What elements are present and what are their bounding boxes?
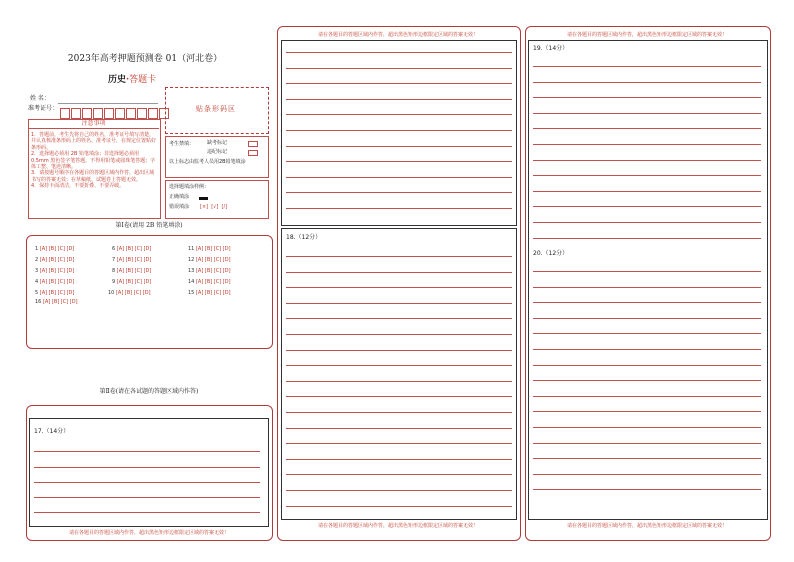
exam-title: 2023年高考押题预测卷 01（河北卷） xyxy=(67,54,223,64)
q17-answer-line[interactable] xyxy=(34,497,260,498)
q20-label: 20.（12分） xyxy=(533,250,569,257)
name-label: 姓 名： xyxy=(30,95,50,102)
q-number: 15 xyxy=(188,290,195,296)
violation-checkbox[interactable] xyxy=(248,150,258,156)
q17-continued-answer-line[interactable] xyxy=(286,68,512,69)
q-number: 3 xyxy=(35,268,39,274)
q-options[interactable]: [A] [B] [C] [D] xyxy=(115,290,151,296)
q-row[interactable] xyxy=(112,246,151,252)
q18-answer-line[interactable] xyxy=(286,474,512,475)
q17-continued-answer-line[interactable] xyxy=(286,161,512,162)
q-row[interactable] xyxy=(188,257,231,263)
q18-answer-line[interactable] xyxy=(286,318,512,319)
q-number: 14 xyxy=(188,279,195,285)
q20-answer-line[interactable] xyxy=(533,396,761,397)
q-options[interactable]: [A] [B] [C] [D] xyxy=(195,246,231,252)
q17-continued-answer-line[interactable] xyxy=(286,114,512,115)
q-row[interactable] xyxy=(35,290,74,296)
q20-answer-line[interactable] xyxy=(533,489,761,490)
note-item: 2．选择题必须用 2B 铅笔填涂；非选择题必须用 0.5mm 黑色签字笔答题，不得用铅笔或圆珠笔答题；字体工整、笔迹清晰。 xyxy=(31,151,156,171)
q20-answer-line[interactable] xyxy=(533,380,761,381)
q-options[interactable]: [A] [B] [C] [D] xyxy=(39,257,75,263)
note-item: 3．请按题号顺序在各题目的答题区域内作答，超出区域书写的答案无效；在草稿纸、试题卷上答题无效。 xyxy=(31,170,155,183)
q17-continued-answer-line[interactable] xyxy=(286,52,512,53)
sample-wrong-label: 错误填涂 xyxy=(169,204,190,210)
q19-answer-line[interactable] xyxy=(533,82,761,83)
q-options[interactable]: [A] [B] [C] [D] xyxy=(116,279,152,285)
q-options[interactable]: [A] [B] [C] [D] xyxy=(39,246,75,252)
q20-answer-line[interactable] xyxy=(533,287,761,288)
q18-answer-line[interactable] xyxy=(286,428,512,429)
q20-answer-line[interactable] xyxy=(533,458,761,459)
q18-answer-line[interactable] xyxy=(286,396,512,397)
q-number: 2 xyxy=(35,257,39,263)
q-number: 10 xyxy=(108,290,115,296)
q-row[interactable] xyxy=(188,246,231,252)
q18-answer-line[interactable] xyxy=(286,287,512,288)
section2-title: 第Ⅱ卷(请在各试题的答题区域内作答) xyxy=(99,388,199,395)
q17-continued-answer-line[interactable] xyxy=(286,192,512,193)
q-number: 13 xyxy=(188,268,195,274)
q17-continued-answer-line[interactable] xyxy=(286,83,512,84)
q17-continued-answer-line[interactable] xyxy=(286,208,512,209)
q19-answer-line[interactable] xyxy=(533,222,761,223)
q-row[interactable] xyxy=(188,290,231,296)
q-number: 7 xyxy=(112,257,116,263)
page2-warning-bottom: 请在各题目的答题区域内作答，超出黑色矩形边框限定区域的答案无效！ xyxy=(317,523,478,529)
q17-continued-answer-line[interactable] xyxy=(286,146,512,147)
q-number: 5 xyxy=(35,290,39,296)
q19-answer-line[interactable] xyxy=(533,66,761,67)
sample-wrong-marks: [×] [√] [/] xyxy=(200,204,228,210)
page3-warning-bottom: 请在各题目的答题区域内作答，超出黑色矩形边框限定区域的答案无效！ xyxy=(566,523,727,529)
page3-warning-top: 请在各题目的答题区域内作答，超出黑色矩形边框限定区域的答案无效！ xyxy=(566,32,727,38)
q-options[interactable]: [A] [B] [C] [D] xyxy=(116,257,152,263)
q-row[interactable] xyxy=(112,257,151,263)
q18-label: 18.（12分） xyxy=(286,234,322,241)
forbidden-label: 考生禁填： xyxy=(169,141,195,147)
q-row[interactable] xyxy=(35,268,74,274)
q-row[interactable] xyxy=(35,299,78,305)
q17-warning: 请在各题目的答题区域内作答，超出黑色矩形边框限定区域的答案无效！ xyxy=(68,530,229,536)
q20-answer-line[interactable] xyxy=(533,411,761,412)
sample-heading: 选择题填涂样例： xyxy=(169,184,210,190)
q20-answer-line[interactable] xyxy=(533,443,761,444)
q18-answer-line[interactable] xyxy=(286,381,512,382)
q-options[interactable]: [A] [B] [C] [D] xyxy=(39,279,75,285)
q17-continued-answer-line[interactable] xyxy=(286,177,512,178)
q-options[interactable]: [A] [B] [C] [D] xyxy=(42,299,78,305)
q20-answer-line[interactable] xyxy=(533,474,761,475)
q17-label: 17.（14分） xyxy=(34,428,70,435)
q19-answer-line[interactable] xyxy=(533,238,761,239)
q18-answer-line[interactable] xyxy=(286,459,512,460)
q18-answer-line[interactable] xyxy=(286,365,512,366)
q19-answer-line[interactable] xyxy=(533,144,761,145)
q-row[interactable] xyxy=(188,268,231,274)
q-number: 12 xyxy=(188,257,195,263)
q-options[interactable]: [A] [B] [C] [D] xyxy=(116,268,152,274)
card-title xyxy=(108,72,156,85)
q19-answer-line[interactable] xyxy=(533,160,761,161)
q17-answer-line[interactable] xyxy=(34,467,260,468)
q19-answer-line[interactable] xyxy=(533,191,761,192)
q18-answer-line[interactable] xyxy=(286,412,512,413)
q-number: 4 xyxy=(35,279,39,285)
q18-answer-line[interactable] xyxy=(286,256,512,257)
q18-answer-line[interactable] xyxy=(286,334,512,335)
q-number: 1 xyxy=(35,246,39,252)
q-number: 16 xyxy=(35,299,42,305)
q18-answer-line[interactable] xyxy=(286,350,512,351)
q-options[interactable]: [A] [B] [C] [D] xyxy=(116,246,152,252)
answer-card-label: 答题卡 xyxy=(129,75,157,85)
q19-answer-line[interactable] xyxy=(533,113,761,114)
q17-continued-answer-line[interactable] xyxy=(286,130,512,131)
q18-answer-line[interactable] xyxy=(286,272,512,273)
barcode-text: 贴条形码区 xyxy=(196,105,236,113)
q-row[interactable] xyxy=(112,268,151,274)
violation-label: 违纪标记 xyxy=(207,149,228,155)
q-row[interactable] xyxy=(35,257,74,263)
q18-answer-line[interactable] xyxy=(286,303,512,304)
q20-answer-line[interactable] xyxy=(533,427,761,428)
absent-checkbox[interactable] xyxy=(248,141,258,147)
q18-answer-line[interactable] xyxy=(286,506,512,507)
q19-label: 19.（14分） xyxy=(533,45,569,52)
q-row[interactable] xyxy=(108,290,151,296)
q-row[interactable] xyxy=(35,246,74,252)
q19-answer-line[interactable] xyxy=(533,97,761,98)
q-row[interactable] xyxy=(188,279,231,285)
subject-label: 历史 xyxy=(108,75,127,85)
q-options[interactable]: [A] [B] [C] [D] xyxy=(195,290,231,296)
notes-list xyxy=(31,132,157,190)
q-number: 11 xyxy=(188,246,195,252)
q18-answer-line[interactable] xyxy=(286,490,512,491)
note-item: 1．答题前，考生先将自己的姓名，准考证号填写清楚，并认真核准条形码上的姓名、准考证号，在规定位置贴好条形码。 xyxy=(31,132,157,151)
q19-answer-line[interactable] xyxy=(533,175,761,176)
q-number: 6 xyxy=(112,246,116,252)
q17-answer-line[interactable] xyxy=(34,451,260,452)
q-options[interactable]: [A] [B] [C] [D] xyxy=(195,257,231,263)
q-number: 9 xyxy=(112,279,116,285)
q17-continued-answer-line[interactable] xyxy=(286,99,512,100)
q-row[interactable] xyxy=(35,279,74,285)
sample-correct-label: 正确填涂 xyxy=(169,194,190,200)
page2-warning-top: 请在各题目的答题区域内作答，超出黑色矩形边框限定区域的答案无效！ xyxy=(317,32,478,38)
q20-answer-line[interactable] xyxy=(533,349,761,350)
q-row[interactable] xyxy=(112,279,151,285)
q-options[interactable]: [A] [B] [C] [D] xyxy=(39,268,75,274)
q-options[interactable]: [A] [B] [C] [D] xyxy=(39,290,75,296)
notes-heading: 注意事项 xyxy=(28,120,159,129)
q20-answer-line[interactable] xyxy=(533,318,761,319)
q-number: 8 xyxy=(112,268,116,274)
absent-label: 缺考标记 xyxy=(207,140,228,146)
q-options[interactable]: [A] [B] [C] [D] xyxy=(195,268,231,274)
forbidden-note: 以上标志由监考人员用2B铅笔填涂 xyxy=(169,159,246,165)
q20-answer-line[interactable] xyxy=(533,333,761,334)
q17-answer-line[interactable] xyxy=(34,512,260,513)
note-item: 4．保持卡面清洁，不要折叠、不要弄破。 xyxy=(31,183,125,190)
exam-no-label: 准考证号： xyxy=(28,105,59,112)
q17-answer-line[interactable] xyxy=(34,482,260,483)
section1-title: 第Ⅰ卷(请用 2B 铅笔填涂) xyxy=(115,222,183,229)
q18-answer-line[interactable] xyxy=(286,443,512,444)
q20-answer-line[interactable] xyxy=(533,302,761,303)
q20-answer-line[interactable] xyxy=(533,271,761,272)
title-dot: · xyxy=(126,75,130,85)
sample-correct-mark xyxy=(199,197,208,200)
q19-answer-line[interactable] xyxy=(533,128,761,129)
q20-answer-line[interactable] xyxy=(533,365,761,366)
q-options[interactable]: [A] [B] [C] [D] xyxy=(195,279,231,285)
q19-answer-line[interactable] xyxy=(533,206,761,207)
